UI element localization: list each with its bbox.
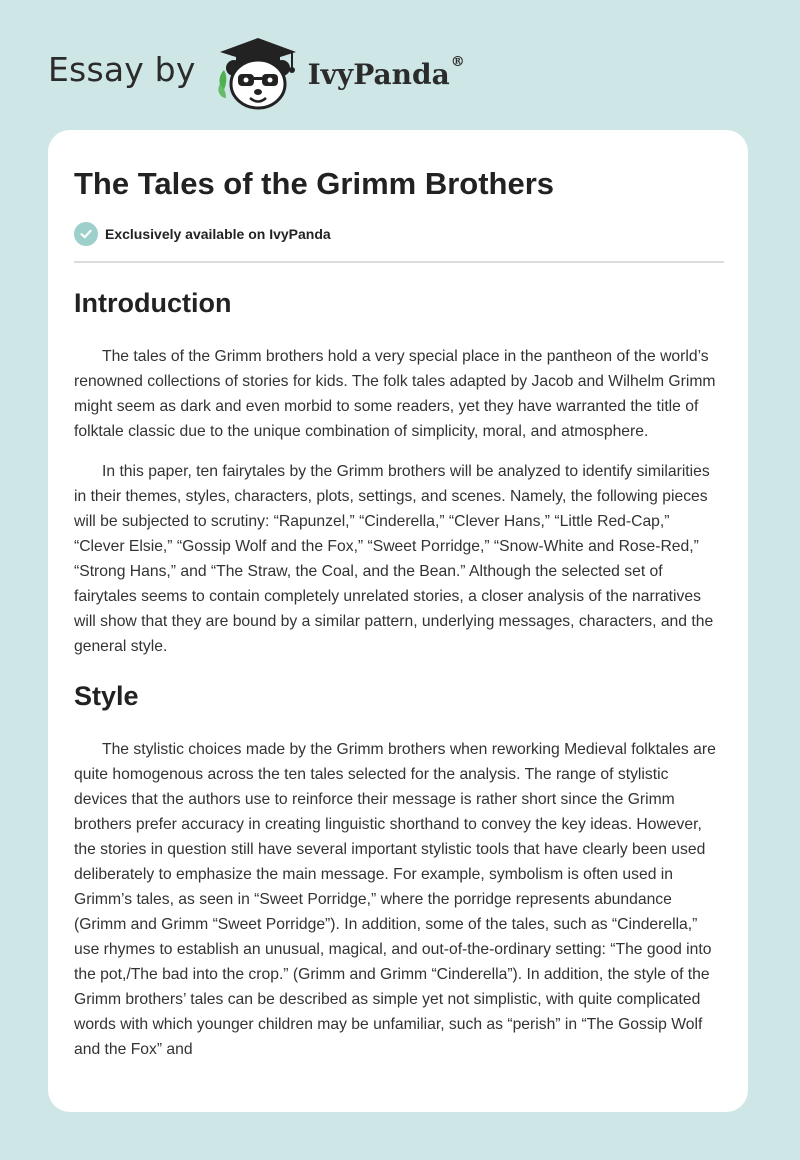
ivypanda-wordmark[interactable]: IvyPanda®: [307, 53, 465, 91]
check-circle-icon: [74, 222, 98, 246]
panda-logo-icon[interactable]: [210, 32, 306, 112]
exclusive-badge: [74, 222, 331, 246]
essay-title: The Tales of the Grimm Brothers: [74, 166, 555, 201]
exclusive-badge-text: Exclusively available on IvyPanda: [105, 226, 331, 242]
essay-card: [48, 130, 748, 1112]
paragraph: In this paper, ten fairytales by the Grimm brothers will be analyzed to identify similarities in their themes, styles, characters, plots, settings, and scenes. Namely, the following pieces will be subjected to scrutiny: “Rapunzel,” “Cinderella,” “Clever Hans,” “Little Red-Cap,” “Clever Elsie,” “Gossip Wolf and the Fox,” “Sweet Porridge,” “Snow-White and Rose-Red,” “Strong Hans,” and “The Straw, the Coal, and the Bean.” Although the selected set of fairytales seems to contain completely unrelated stories, a closer analysis of the narratives will show that they are bound by a similar pattern, underlying messages, characters, and the general style.: [74, 463, 714, 655]
title-divider: [74, 261, 724, 263]
essay-body: [74, 278, 724, 1062]
paragraph: The stylistic choices made by the Grimm brothers when reworking Medieval folktales are quite homogenous across the ten tales selected for the analysis. The range of stylistic devices that the authors use to reinforce their message is rather short since the Grimm brothers prefer accuracy in creating linguistic shorthand to convey the key ideas. However, the stories in question still have several important stylistic tools that have clearly been used deliberately to emphasize the main message. For example, symbolism is often used in Grimm’s tales, as seen in “Sweet Porridge,” where the porridge represents abundance (Grimm and Grimm “Sweet Porridge”). In addition, some of the tales, such as “Cinderella,” use rhymes to establish an unusual, magical, and out-of-the-ordinary setting: “The good into the pot,/The bad into the crop.” (Grimm and Grimm “Cinderella”). In addition, the style of the Grimm brothers’ tales can be described as simple yet not simplistic, with quite complicated words with which younger children may be unfamiliar, such as “perish” in “The Gossip Wolf and the Fox” and: [74, 741, 716, 1058]
section-heading-introduction: Introduction: [74, 288, 232, 318]
essay-by-label: Essay by: [48, 49, 196, 89]
section-heading-style: Style: [74, 681, 139, 711]
site-header: [48, 32, 465, 112]
paragraph: The tales of the Grimm brothers hold a very special place in the pantheon of the world’s renowned collections of stories for kids. The folk tales adapted by Jacob and Wilhelm Grimm might seem as dark and even morbid to some readers, yet they have warranted the title of folktale classic due to the unique combination of simplicity, moral, and atmosphere.: [74, 348, 716, 440]
